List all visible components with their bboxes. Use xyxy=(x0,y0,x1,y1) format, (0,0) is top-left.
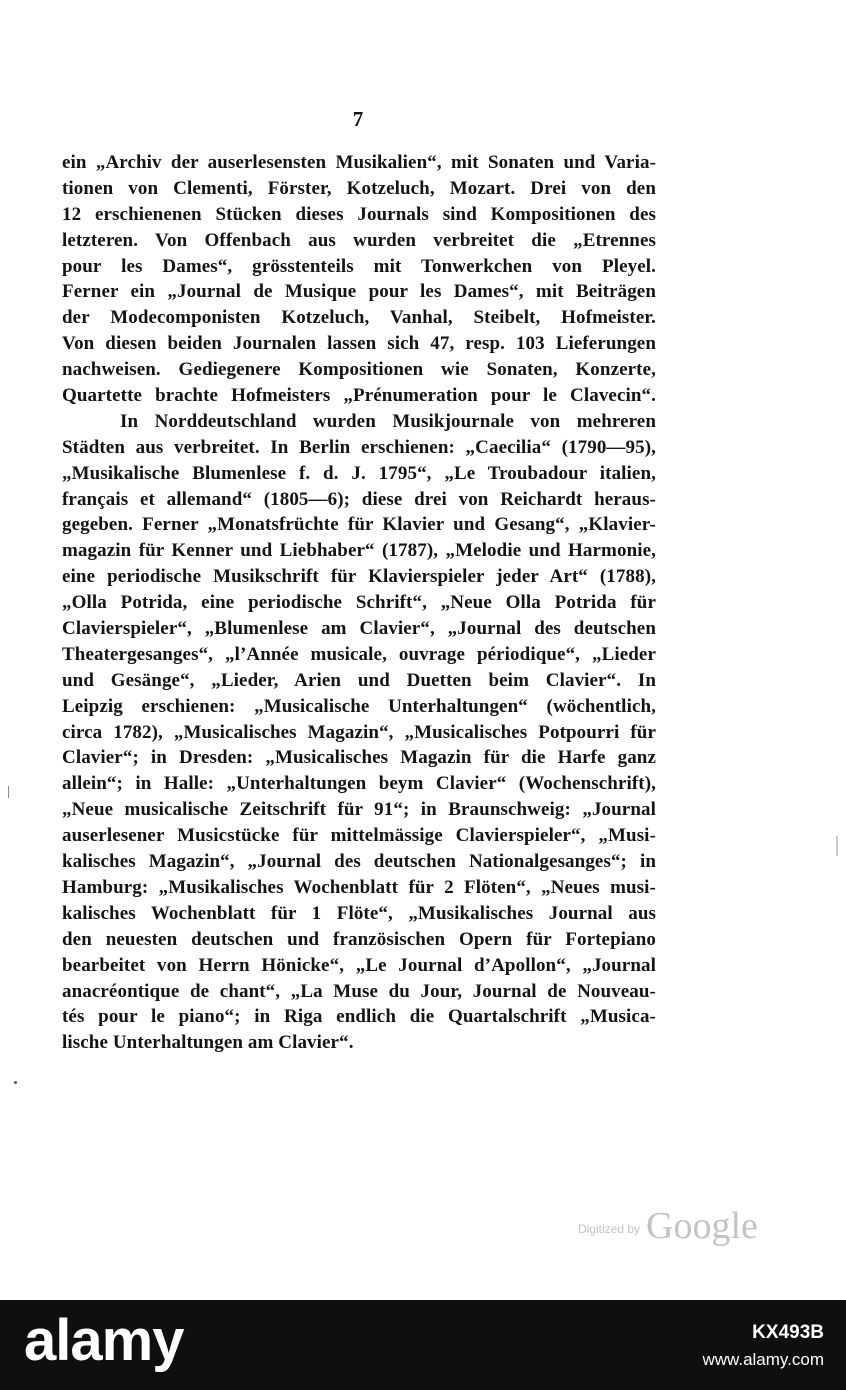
text-line: „Neue musicalische Zeitschrift für 91“; in Braunschweig: „Journal xyxy=(62,799,656,821)
text-line: den neuesten deutschen und französischen Opern für Fortepiano xyxy=(62,928,656,950)
text-line: Hamburg: „Musikalisches Wochenblatt für 2 Flöten“, „Neues musi- xyxy=(62,876,656,898)
page-number: 7 xyxy=(352,107,364,131)
text-line: Von diesen beiden Journalen lassen sich 47, resp. 103 Lieferungen xyxy=(62,333,656,355)
text-line: auserlesener Musicstücke für mittelmässige Clavierspieler“, „Musi- xyxy=(62,825,656,847)
scan-artifact-mark xyxy=(8,786,9,798)
text-line: 12 erschienenen Stücken dieses Journals sind Kompositionen des xyxy=(62,203,656,225)
text-line: „Olla Potrida, eine periodische Schrift“, „Neue Olla Potrida für xyxy=(62,592,656,614)
text-line: nachweisen. Gediegenere Kompositionen wie Sonaten, Konzerte, xyxy=(62,359,656,381)
text-line: Clavier“; in Dresden: „Musicalisches Magazin für die Harfe ganz xyxy=(62,747,656,769)
text-line: magazin für Kenner und Liebhaber“ (1787), „Melodie und Harmonie, xyxy=(62,540,656,562)
text-line: circa 1782), „Musicalisches Magazin“, „Musicalisches Potpourri für xyxy=(62,721,656,743)
text-line: tés pour le piano“; in Riga endlich die Quartalschrift „Musica- xyxy=(62,1006,656,1028)
text-line-last: lische Unterhaltungen am Clavier“. xyxy=(62,1032,354,1054)
text-line: Ferner ein „Journal de Musique pour les Dames“, mit Beiträgen xyxy=(62,281,656,303)
google-logo-text: Google xyxy=(646,1205,758,1247)
text-line: ein „Archiv der auserlesensten Musikalien“, mit Sonaten und Varia- xyxy=(62,152,656,173)
text-line: eine periodische Musikschrift für Klavierspieler jeder Art“ (1788), xyxy=(62,566,656,588)
text-line: français et allemand“ (1805—6); diese drei von Reichardt heraus- xyxy=(62,488,656,510)
watermark-prefix: Digitized by xyxy=(578,1222,641,1236)
text-line: anacréontique de chant“, „La Muse du Jour, Journal de Nouveau- xyxy=(62,980,656,1002)
body-text xyxy=(62,150,656,1056)
text-line: letzteren. Von Offenbach aus wurden verbreitet die „Etrennes xyxy=(62,229,656,251)
text-line: Theatergesanges“, „l’Année musicale, ouvrage périodique“, „Lieder xyxy=(62,643,656,665)
text-line: und Gesänge“, „Lieder, Arien und Duetten beim Clavier“. In xyxy=(62,669,656,691)
text-line: Clavierspieler“, „Blumenlese am Clavier“, „Journal des deutschen xyxy=(62,618,656,640)
text-line: tionen von Clementi, Förster, Kotzeluch, Mozart. Drei von den xyxy=(62,177,656,199)
text-line: Städten aus verbreitet. In Berlin erschienen: „Caecilia“ (1790—95), xyxy=(62,436,656,458)
text-line: „Musikalische Blumenlese f. d. J. 1795“, „Le Troubadour italien, xyxy=(62,462,656,484)
image-id: KX493B xyxy=(752,1322,824,1343)
text-line: Leipzig erschienen: „Musicalische Unterhaltungen“ (wöchentlich, xyxy=(62,695,656,717)
text-line-indented: In Norddeutschland wurden Musikjournale von mehreren xyxy=(120,410,656,432)
text-line: der Modecomponisten Kotzeluch, Vanhal, Steibelt, Hofmeister. xyxy=(62,307,656,329)
text-line: kalisches Magazin“, „Journal des deutschen Nationalgesanges“; in xyxy=(62,851,656,873)
text-line: bearbeitet von Herrn Hönicke“, „Le Journal d’Apollon“, „Journal xyxy=(62,954,656,976)
text-line: Quartette brachte Hofmeisters „Prénumeration pour le Clavecin“. xyxy=(62,385,656,407)
scan-artifact-dot xyxy=(14,1081,17,1084)
scan-artifact-mark xyxy=(836,836,838,856)
stock-photo-banner xyxy=(0,1300,846,1390)
digitized-by-google-watermark xyxy=(578,1206,768,1250)
alamy-logo: alamy xyxy=(24,1308,184,1373)
text-line: kalisches Wochenblatt für 1 Flöte“, „Musikalisches Journal aus xyxy=(62,902,656,924)
text-line: allein“; in Halle: „Unterhaltungen beym Clavier“ (Wochenschrift), xyxy=(62,773,656,795)
site-url: www.alamy.com xyxy=(702,1350,824,1369)
text-line: pour les Dames“, grösstenteils mit Tonwerkchen von Pleyel. xyxy=(62,255,656,277)
text-line: gegeben. Ferner „Monatsfrüchte für Klavier und Gesang“, „Klavier- xyxy=(62,514,656,536)
